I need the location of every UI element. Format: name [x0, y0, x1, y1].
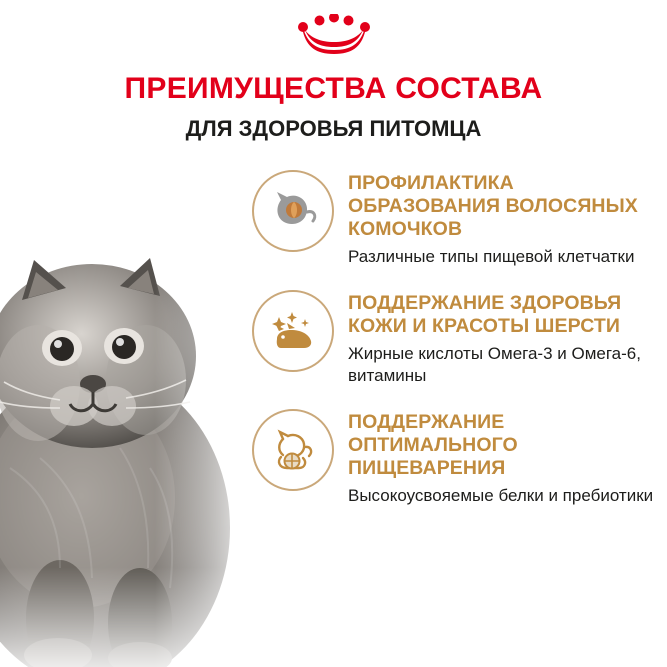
cat-photo-illustration: [0, 168, 258, 667]
page-title: ПРЕИМУЩЕСТВА СОСТАВА: [124, 72, 543, 105]
cat-digestion-icon: [252, 409, 334, 491]
cat-shiny-coat-icon-glyph: [267, 309, 319, 353]
cat-hairball-icon-glyph: [267, 190, 319, 232]
benefits-list: [252, 170, 664, 529]
cat-shiny-coat-icon: [252, 290, 334, 372]
cat-hairball-icon: [252, 170, 334, 252]
persian-cat-photo: [0, 168, 258, 667]
benefit-item-hairball: [252, 170, 664, 268]
page-headings: [0, 72, 667, 142]
royal-canin-crown-logo: [297, 14, 371, 58]
cat-digestion-icon-glyph: [267, 427, 319, 473]
page-subtitle: ДЛЯ ЗДОРОВЬЯ ПИТОМЦА: [185, 116, 482, 141]
brand-logo: [0, 14, 667, 58]
benefit-title: ПРОФИЛАКТИКА ОБРАЗОВАНИЯ ВОЛОСЯНЫХ КОМОЧКОВ: [348, 172, 638, 240]
benefit-texts: [348, 409, 664, 507]
benefit-texts: [348, 290, 664, 387]
benefit-description: Жирные кислоты Омега-3 и Омега-6, витамины: [348, 344, 641, 385]
benefit-description: Различные типы пищевой клетчатки: [348, 247, 635, 266]
benefit-title: ПОДДЕРЖАНИЕ ОПТИМАЛЬНОГО ПИЩЕВАРЕНИЯ: [348, 411, 518, 479]
benefit-title: ПОДДЕРЖАНИЕ ЗДОРОВЬЯ КОЖИ И КРАСОТЫ ШЕРСТИ: [348, 292, 622, 337]
benefit-description: Высокоусвояемые белки и пребиотики: [348, 486, 654, 505]
benefit-item-skin-coat: [252, 290, 664, 387]
benefit-texts: [348, 170, 664, 268]
benefit-item-digestion: [252, 409, 664, 507]
